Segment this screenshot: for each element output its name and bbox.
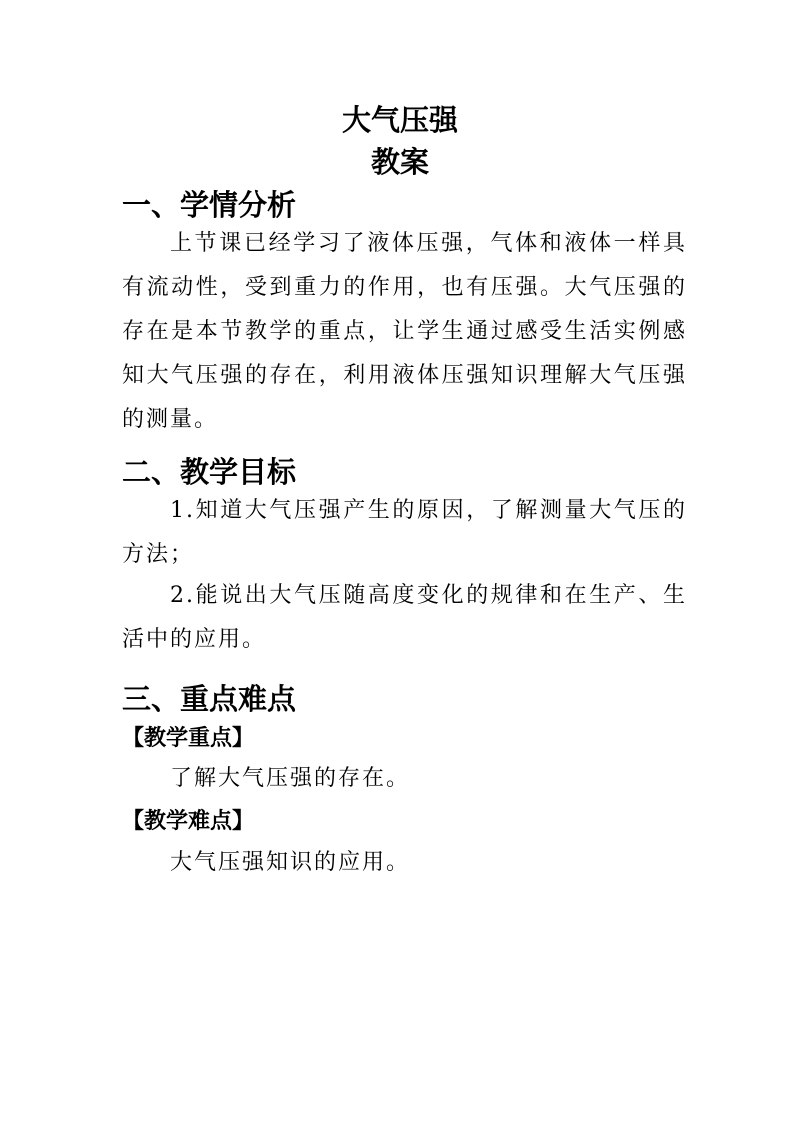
key-point-label: 【教学重点】 bbox=[122, 725, 255, 751]
difficulty-text: 大气压强知识的应用。 bbox=[170, 850, 411, 875]
document-subtitle: 教案 bbox=[370, 145, 429, 179]
section-heading-key-difficult-points: 三、重点难点 bbox=[122, 682, 297, 716]
section-heading-teaching-goals: 二、教学目标 bbox=[122, 455, 297, 489]
teaching-goal-item: 1.知道大气压强产生的原因，了解测量大气压的方法； bbox=[122, 498, 687, 567]
key-point-text: 了解大气压强的存在。 bbox=[170, 766, 411, 791]
student-analysis-paragraph: 上节课已经学习了液体压强，气体和液体一样具有流动性，受到重力的作用，也有压强。大气压强的存在是本节教学的重点，让学生通过感受生活实例感知大气压强的存在，利用液体压强知识理解大气压强的测量。 bbox=[122, 231, 687, 432]
section-heading-student-analysis: 一、学情分析 bbox=[122, 188, 297, 222]
teaching-goal-item: 2.能说出大气压随高度变化的规律和在生产、生活中的应用。 bbox=[122, 583, 687, 652]
document-title: 大气压强 bbox=[341, 103, 458, 137]
difficulty-label: 【教学难点】 bbox=[122, 808, 255, 834]
